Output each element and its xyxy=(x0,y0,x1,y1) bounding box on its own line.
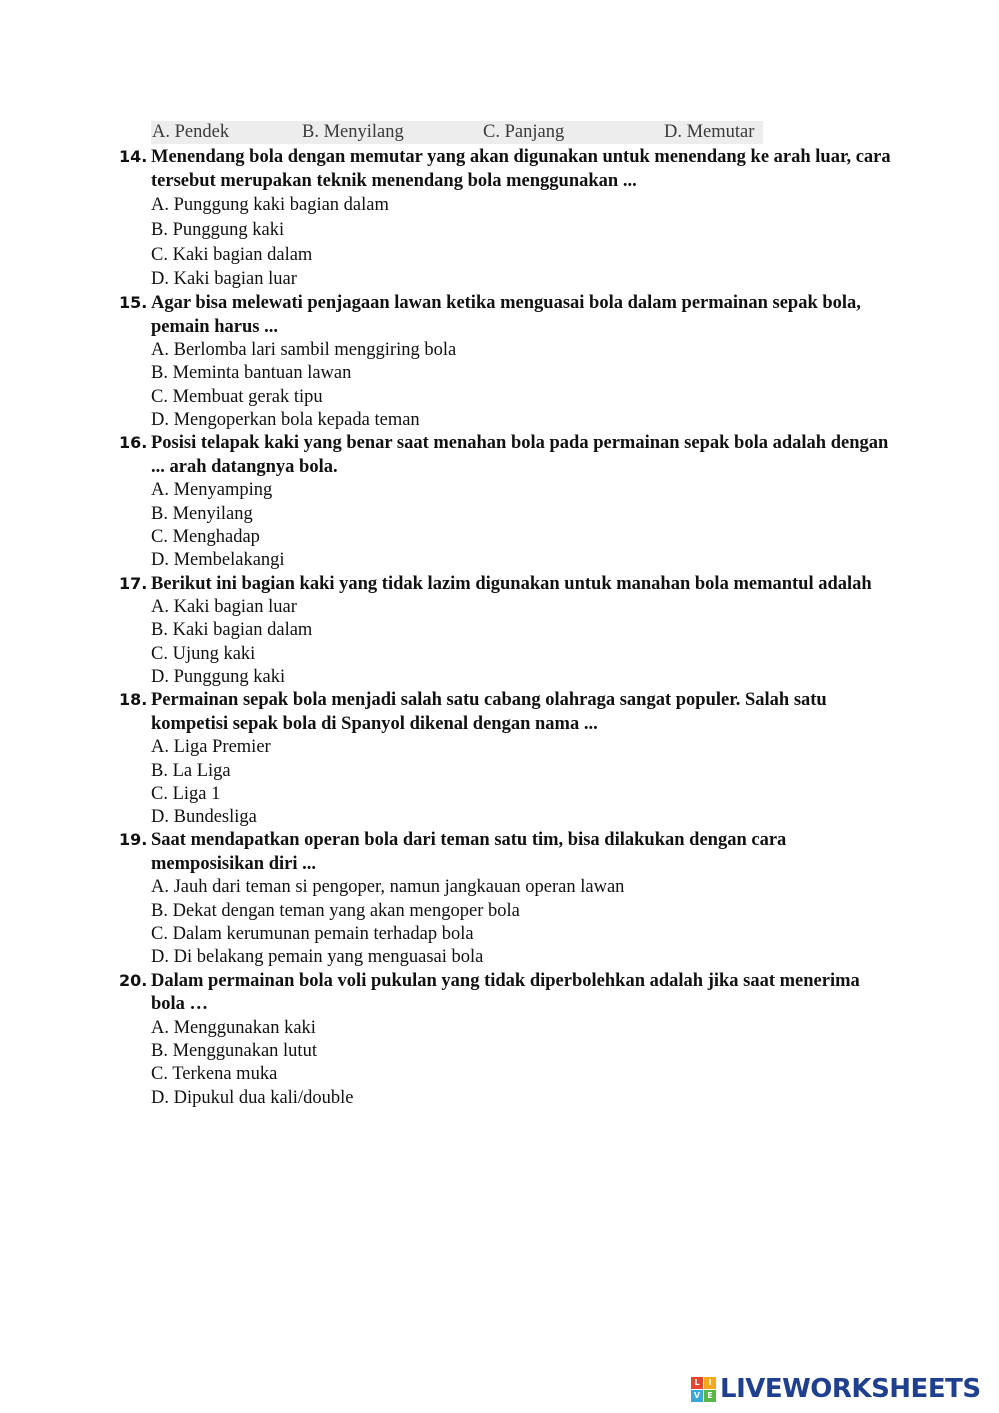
option-c: C. Terkena muka xyxy=(151,1064,278,1085)
option-b: B. Meminta bantuan lawan xyxy=(151,363,352,384)
option-b: B. Dekat dengan teman yang akan mengoper bola xyxy=(151,900,520,921)
option-a: A. Kaki bagian luar xyxy=(151,597,297,618)
previous-option-a: A. Pendek xyxy=(152,122,230,142)
option-d: D. Mengoperkan bola kepada teman xyxy=(151,410,420,431)
option-b: B. Menggunakan lutut xyxy=(151,1040,317,1061)
option-d: D. Dipukul dua kali/double xyxy=(151,1087,354,1108)
question-text: Agar bisa melewati penjagaan lawan ketika menguasai bola dalam permainan sepak bola, pemain harus ... xyxy=(151,293,861,337)
option-d: D. Di belakang pemain yang menguasai bola xyxy=(151,947,484,968)
question-text: Dalam permainan bola voli pukulan yang tidak diperbolehkan adalah jika saat menerima bola … xyxy=(151,970,860,1015)
option-c: C. Ujung kaki xyxy=(151,643,256,664)
option-c: C. Menghadap xyxy=(151,526,260,547)
option-c: C. Liga 1 xyxy=(151,783,221,804)
question-16 xyxy=(0,432,891,572)
logo-letter-v: V xyxy=(691,1390,703,1402)
logo-grid-icon xyxy=(691,1377,716,1402)
option-a: A. Menyamping xyxy=(151,480,273,501)
question-17 xyxy=(0,573,891,690)
question-number: 18. xyxy=(119,690,148,710)
previous-question-options xyxy=(151,121,763,144)
question-text: Saat mendapatkan operan bola dari teman satu tim, bisa dilakukan dengan cara memposisikan diri ... xyxy=(151,830,787,874)
logo-text: LIVEWORKSHEETS xyxy=(720,1374,981,1404)
question-text: Menendang bola dengan memutar yang akan digunakan untuk menendang ke arah luar, cara tersebut merupakan teknik menendang bola menggunakan ... xyxy=(151,147,891,191)
option-d: D. Kaki bagian luar xyxy=(151,269,297,290)
option-a: A. Punggung kaki bagian dalam xyxy=(151,195,389,215)
option-d: D. Membelakangi xyxy=(151,550,285,571)
liveworksheets-logo xyxy=(691,1374,981,1404)
question-number: 15. xyxy=(119,293,148,313)
question-15 xyxy=(0,292,891,432)
option-b: B. La Liga xyxy=(151,760,231,781)
question-list xyxy=(0,146,999,1110)
question-14 xyxy=(0,146,891,292)
option-a: A. Liga Premier xyxy=(151,737,271,758)
question-number: 20. xyxy=(119,970,148,990)
question-18 xyxy=(0,689,891,829)
option-c: C. Kaki bagian dalam xyxy=(151,244,313,265)
question-text: Berikut ini bagian kaki yang tidak lazim digunakan untuk manahan bola memantul adalah xyxy=(151,573,872,594)
option-b: B. Punggung kaki xyxy=(151,219,285,240)
question-text: Permainan sepak bola menjadi salah satu cabang olahraga sangat populer. Salah satu kompetisi sepak bola di Spanyol dikenal dengan nama ... xyxy=(151,690,827,734)
question-text: Posisi telapak kaki yang benar saat menahan bola pada permainan sepak bola adalah dengan ... arah datangnya bola. xyxy=(151,433,889,477)
option-c: C. Dalam kerumunan pemain terhadap bola xyxy=(151,924,474,945)
option-c: C. Membuat gerak tipu xyxy=(151,386,323,407)
question-20 xyxy=(0,970,891,1110)
logo-letter-l: L xyxy=(691,1377,703,1389)
question-number: 16. xyxy=(119,433,148,453)
previous-option-c: C. Panjang xyxy=(483,122,565,142)
logo-letter-e: E xyxy=(704,1390,716,1402)
option-d: D. Punggung kaki xyxy=(151,666,286,687)
option-a: A. Berlomba lari sambil menggiring bola xyxy=(151,340,457,361)
question-19 xyxy=(0,829,891,969)
question-number: 19. xyxy=(119,830,148,850)
option-b: B. Kaki bagian dalam xyxy=(151,620,313,641)
option-a: A. Jauh dari teman si pengoper, namun jangkauan operan lawan xyxy=(151,877,625,898)
previous-option-b: B. Menyilang xyxy=(302,122,404,142)
question-number: 17. xyxy=(119,573,148,593)
logo-letter-i: I xyxy=(704,1377,716,1389)
question-number: 14. xyxy=(119,147,148,166)
previous-option-d: D. Memutar xyxy=(664,122,755,142)
option-d: D. Bundesliga xyxy=(151,807,257,828)
option-b: B. Menyilang xyxy=(151,503,253,524)
option-a: A. Menggunakan kaki xyxy=(151,1017,316,1038)
